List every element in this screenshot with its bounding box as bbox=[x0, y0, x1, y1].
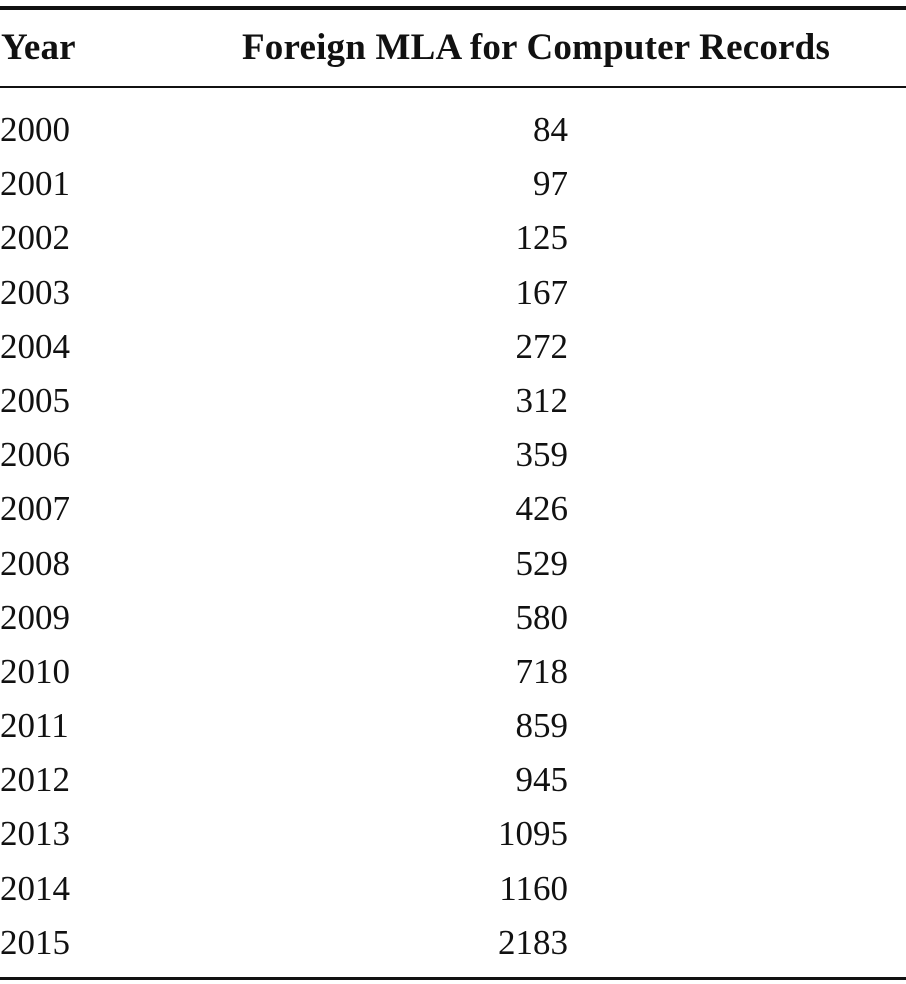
header-rule bbox=[0, 86, 906, 88]
cell-year: 2012 bbox=[0, 760, 70, 800]
table-row bbox=[0, 701, 906, 755]
cell-value: 718 bbox=[515, 651, 568, 691]
cell-year: 2002 bbox=[0, 218, 70, 258]
cell-value: 529 bbox=[515, 543, 568, 583]
cell-value: 426 bbox=[515, 489, 568, 529]
cell-value: 125 bbox=[515, 218, 568, 258]
cell-value: 859 bbox=[515, 706, 568, 746]
table-row bbox=[0, 105, 906, 159]
cell-year: 2008 bbox=[0, 543, 70, 583]
table-row bbox=[0, 484, 906, 538]
cell-year: 2000 bbox=[0, 110, 70, 149]
table-row bbox=[0, 322, 906, 376]
table-row bbox=[0, 918, 906, 972]
header-foreign-mla: Foreign MLA for Computer Records bbox=[242, 27, 831, 68]
table-row bbox=[0, 268, 906, 322]
table-row bbox=[0, 430, 906, 484]
table-row bbox=[0, 864, 906, 918]
table-body bbox=[0, 105, 906, 972]
cell-value: 945 bbox=[515, 760, 568, 800]
cell-year: 2013 bbox=[0, 814, 70, 854]
header-year: Year bbox=[1, 27, 76, 68]
cell-value: 312 bbox=[515, 380, 568, 420]
cell-value: 1160 bbox=[499, 868, 568, 908]
table-row bbox=[0, 809, 906, 863]
cell-year: 2001 bbox=[0, 164, 70, 204]
cell-year: 2003 bbox=[0, 272, 70, 312]
table-row bbox=[0, 647, 906, 701]
cell-value: 1095 bbox=[498, 814, 568, 854]
table-row bbox=[0, 213, 906, 267]
table-row bbox=[0, 539, 906, 593]
cell-value: 84 bbox=[533, 110, 568, 149]
cell-year: 2004 bbox=[0, 326, 70, 366]
table-header-row bbox=[0, 26, 906, 76]
table-row bbox=[0, 755, 906, 809]
cell-year: 2005 bbox=[0, 380, 70, 420]
table-row bbox=[0, 376, 906, 430]
cell-year: 2015 bbox=[0, 922, 70, 962]
cell-value: 167 bbox=[515, 272, 568, 312]
cell-value: 580 bbox=[515, 597, 568, 637]
cell-year: 2007 bbox=[0, 489, 70, 529]
cell-value: 97 bbox=[533, 164, 568, 204]
cell-year: 2009 bbox=[0, 597, 70, 637]
table-row bbox=[0, 593, 906, 647]
cell-value: 2183 bbox=[498, 922, 568, 962]
cell-year: 2010 bbox=[0, 651, 70, 691]
cell-value: 359 bbox=[515, 435, 568, 475]
cell-year: 2014 bbox=[0, 868, 70, 908]
cell-value: 272 bbox=[515, 326, 568, 366]
table-row bbox=[0, 159, 906, 213]
bottom-rule bbox=[0, 977, 906, 980]
top-rule bbox=[0, 6, 906, 10]
cell-year: 2006 bbox=[0, 435, 70, 475]
cell-year: 2011 bbox=[0, 706, 69, 746]
